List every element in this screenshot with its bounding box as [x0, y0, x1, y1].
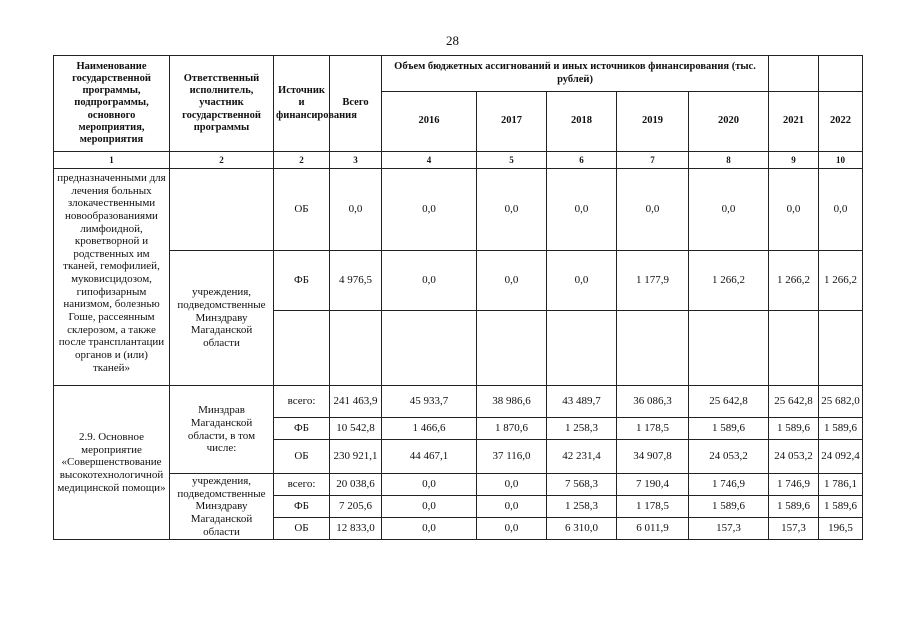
- source-cell: ОБ: [274, 518, 330, 540]
- value-cell: 1 266,2: [689, 251, 769, 311]
- total-cell: 230 921,1: [330, 440, 382, 474]
- source-cell: ФБ: [274, 251, 330, 311]
- value-cell: 1 589,6: [769, 496, 819, 518]
- value-cell: 1 258,3: [547, 496, 617, 518]
- column-number: 9: [769, 152, 819, 169]
- column-number: 8: [689, 152, 769, 169]
- year-header: 2016: [382, 92, 477, 152]
- header-program: Наименование государственной программы, подпрограммы, основного мероприятия, мероприятия: [54, 56, 170, 152]
- value-cell: 0,0: [617, 169, 689, 251]
- value-cell: 1 786,1: [819, 474, 863, 496]
- value-cell: 7 568,3: [547, 474, 617, 496]
- year-header: 2018: [547, 92, 617, 152]
- value-cell: 6 310,0: [547, 518, 617, 540]
- column-number: 4: [382, 152, 477, 169]
- value-cell: 157,3: [769, 518, 819, 540]
- value-cell: 0,0: [382, 496, 477, 518]
- budget-table: [53, 55, 863, 540]
- total-cell: 12 833,0: [330, 518, 382, 540]
- header-source: Источник и финансирования: [274, 56, 330, 152]
- page-number: 28: [446, 33, 459, 48]
- value-cell: 45 933,7: [382, 386, 477, 418]
- header-total: Всего: [330, 56, 382, 152]
- value-cell: 196,5: [819, 518, 863, 540]
- value-cell: 0,0: [477, 251, 547, 311]
- value-cell: 0,0: [382, 251, 477, 311]
- value-cell: 38 986,6: [477, 386, 547, 418]
- column-number: 1: [54, 152, 170, 169]
- value-cell: 1 746,9: [769, 474, 819, 496]
- source-cell: всего:: [274, 474, 330, 496]
- measure-2-9-title: 2.9. Основное мероприятие «Совершенствование высокотехнологичной медицинской помощи»: [54, 386, 170, 540]
- empty-cell: [769, 311, 819, 386]
- empty-cell: [477, 311, 547, 386]
- value-cell: 1 178,5: [617, 496, 689, 518]
- value-cell: 44 467,1: [382, 440, 477, 474]
- value-cell: 0,0: [382, 169, 477, 251]
- value-cell: 0,0: [382, 518, 477, 540]
- value-cell: 0,0: [477, 169, 547, 251]
- empty-cell: [382, 311, 477, 386]
- value-cell: 42 231,4: [547, 440, 617, 474]
- header-executor: Ответственный исполнитель, участник государственной программы: [170, 56, 274, 152]
- empty-cell: [330, 311, 382, 386]
- value-cell: 157,3: [689, 518, 769, 540]
- value-cell: 25 642,8: [769, 386, 819, 418]
- measure-description: предназначенными для лечения больных злокачественными новообразованиями лимфоидной, кроветворной и родственных им тканей, гемофилией, муковисцидозом, гипофизарным нанизмом, болезнью Гоше, рассеянным склерозом, а также после трансплантации органов и (или) тканей»: [54, 169, 170, 386]
- column-number: 2: [274, 152, 330, 169]
- value-cell: 1 266,2: [819, 251, 863, 311]
- source-cell: ФБ: [274, 496, 330, 518]
- total-cell: 241 463,9: [330, 386, 382, 418]
- column-number: 3: [330, 152, 382, 169]
- value-cell: 0,0: [477, 474, 547, 496]
- source-cell: всего:: [274, 386, 330, 418]
- column-number: 6: [547, 152, 617, 169]
- year-header: 2022: [819, 92, 863, 152]
- value-cell: 24 092,4: [819, 440, 863, 474]
- value-cell: 24 053,2: [689, 440, 769, 474]
- value-cell: 0,0: [382, 474, 477, 496]
- value-cell: 1 870,6: [477, 418, 547, 440]
- empty-cell: [689, 311, 769, 386]
- value-cell: 1 589,6: [689, 418, 769, 440]
- total-cell: 0,0: [330, 169, 382, 251]
- value-cell: 1 589,6: [819, 496, 863, 518]
- value-cell: 1 746,9: [689, 474, 769, 496]
- value-cell: 6 011,9: [617, 518, 689, 540]
- empty-cell: [274, 311, 330, 386]
- executor-ministry: Минздрав Магаданской области, в том числе:: [170, 386, 274, 474]
- value-cell: 0,0: [477, 518, 547, 540]
- empty-cell: [617, 311, 689, 386]
- year-header: 2017: [477, 92, 547, 152]
- value-cell: 1 178,5: [617, 418, 689, 440]
- total-cell: 20 038,6: [330, 474, 382, 496]
- column-number: 10: [819, 152, 863, 169]
- header-blank-10: [819, 56, 863, 92]
- source-cell: ФБ: [274, 418, 330, 440]
- value-cell: 0,0: [769, 169, 819, 251]
- value-cell: 1 589,6: [689, 496, 769, 518]
- header-blank-9: [769, 56, 819, 92]
- column-number: 5: [477, 152, 547, 169]
- value-cell: 1 266,2: [769, 251, 819, 311]
- total-cell: 4 976,5: [330, 251, 382, 311]
- value-cell: 34 907,8: [617, 440, 689, 474]
- total-cell: 10 542,8: [330, 418, 382, 440]
- column-number: 7: [617, 152, 689, 169]
- executor-subordinate: учреждения, подведомственные Минздраву Магаданской области: [170, 251, 274, 386]
- header-volume: Объем бюджетных ассигнований и иных источников финансирования (тыс. рублей): [382, 56, 769, 92]
- value-cell: 25 682,0: [819, 386, 863, 418]
- value-cell: 7 190,4: [617, 474, 689, 496]
- executor-subordinate: учреждения, подведомственные Минздраву Магаданской области: [170, 474, 274, 540]
- value-cell: 24 053,2: [769, 440, 819, 474]
- value-cell: 1 466,6: [382, 418, 477, 440]
- value-cell: 1 589,6: [819, 418, 863, 440]
- year-header: 2021: [769, 92, 819, 152]
- value-cell: 37 116,0: [477, 440, 547, 474]
- value-cell: 1 177,9: [617, 251, 689, 311]
- executor-empty: [170, 169, 274, 251]
- value-cell: 43 489,7: [547, 386, 617, 418]
- source-cell: ОБ: [274, 440, 330, 474]
- empty-cell: [547, 311, 617, 386]
- total-cell: 7 205,6: [330, 496, 382, 518]
- value-cell: 25 642,8: [689, 386, 769, 418]
- value-cell: 1 589,6: [769, 418, 819, 440]
- year-header: 2020: [689, 92, 769, 152]
- value-cell: 0,0: [547, 251, 617, 311]
- value-cell: 1 258,3: [547, 418, 617, 440]
- value-cell: 0,0: [689, 169, 769, 251]
- value-cell: 0,0: [477, 496, 547, 518]
- value-cell: 36 086,3: [617, 386, 689, 418]
- column-number: 2: [170, 152, 274, 169]
- empty-cell: [819, 311, 863, 386]
- value-cell: 0,0: [547, 169, 617, 251]
- source-cell: ОБ: [274, 169, 330, 251]
- year-header: 2019: [617, 92, 689, 152]
- value-cell: 0,0: [819, 169, 863, 251]
